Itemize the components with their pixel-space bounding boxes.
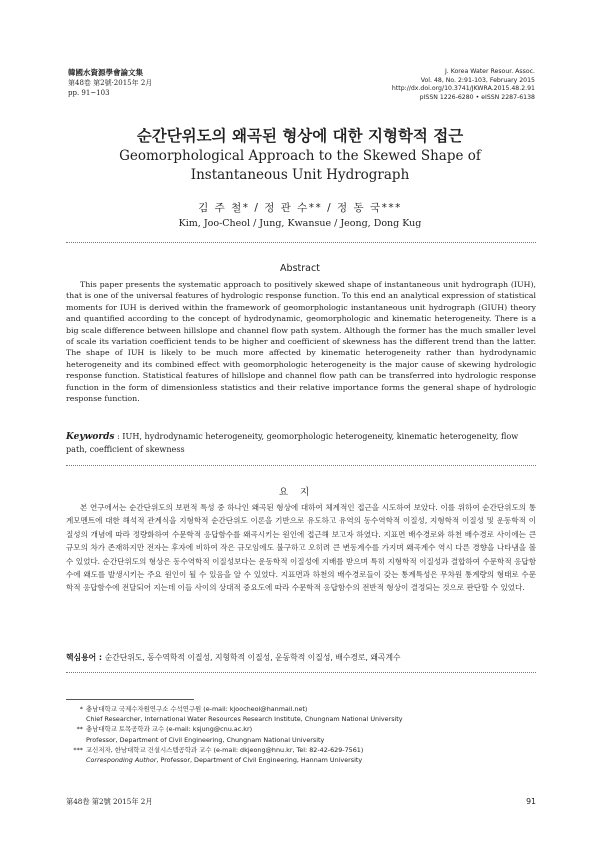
divider-bottom — [66, 672, 536, 673]
footnote-rule — [66, 699, 194, 700]
keywords-text: : IUH, hydrodynamic heterogeneity, geomorphologic heterogeneity, kinematic heterogeneity, flow path, coefficient of skewness — [66, 431, 519, 454]
journal-info-left — [68, 68, 152, 98]
authors-english: Kim, Joo-Cheol / Jung, Kwansue / Jeong, Dong Kug — [178, 218, 422, 229]
journal-pages: pp. 91~103 — [68, 89, 110, 97]
authors-korean: 김 주 철* / 정 관 수** / 정 동 국*** — [198, 202, 402, 214]
journal-info-right — [392, 68, 535, 102]
page-number: 91 — [526, 797, 536, 806]
abstract-text: This paper presents the systematic approach to positively skewed shape of instantaneous unit hydrograph (IUH), that is one of the universal features of hydrologic response function. To this end an analytical expression of statistical moments for IUH is derived within the framework of geomorphologic instantaneous unit hydrograph (GIUH) theory and quantified according to the concept of hydrodynamic, geomorphologic and kinematic heterogeneity. There is a big scale difference between hillslope and channel flow path system. Although the former has the much smaller level of scale its variation coefficient tends to be higher and coefficient of skewness has the different trend than the latter. The shape of IUH is likely to be much more affected by kinematic heterogeneity rather than hydrodynamic heterogeneity and its combined effect with geomorphologic heterogeneity is the major cause of skewing hydrologic response function. Statistical features of hillslope and channel flow path can be transferred into hydrologic response function in the form of dimensionless statistics and their relative importance forms the general shape of hydrologic response function. — [66, 280, 536, 404]
korean-keywords-label: 핵심용어 : — [66, 653, 105, 662]
keywords — [66, 431, 536, 456]
abstract-heading: Abstract — [280, 263, 320, 274]
footnotes — [66, 704, 536, 765]
footnote-3-ko: *** 교신저자, 한남대학교 건설시스템공학과 교수 (e-mail: dkjeong@hnu.kr, Tel: 82-42-629-7561) — [73, 745, 364, 754]
summary-text: 본 연구에서는 순간단위도의 보편적 특성 중 하나인 왜곡된 형상에 대하여 체계적인 접근을 시도하여 보았다. 이를 위하여 순간단위도의 통계모멘트에 대한 해석적 관계식을 지형학적 순간단위도 이론을 기반으로 유도하고 유역의 동수역학적 이질성, 지형학적 이질성 및 운동학적 이질성의 개념에 따라 정량화하여 수문학적 응답함수를 왜곡시키는 원인에 접근해 보고자 하였다. 지표면 배수경로와 하천 배수경로 사이에는 큰 규모의 차가 존재하지만 전자는 후자에 비하여 작은 규모임에도 불구하고 오히려 큰 변동계수를 가지며 왜곡계수 역시 다른 경향을 나타냄을 볼 수 있었다. 순간단위도의 형상은 동수역학적 이질성보다는 운동학적 이질성에 지배를 받으며 특히 지형학적 이질성과 결합하여 수문학적 응답함수에 왜도를 발생시키는 주요 원인이 될 수 있음을 알 수 있었다. 지표면과 하천의 배수경로들이 갖는 통계특성은 무차원 통계량의 형태로 수문학적 응답함수에 전달되어 지는데 이들 사이의 상대적 중요도에 따라 수문학적 응답함수의 전반적 형상이 결정되는 것으로 판단할 수 있었다. — [66, 503, 536, 593]
footer-issue: 第48卷 第2號 2015年 2月 — [66, 797, 153, 806]
summary-heading: 요지 — [278, 487, 322, 498]
abstract-body — [66, 279, 536, 404]
journal-name-ko: 韓國水資源學會論文集 — [68, 68, 143, 77]
footnote-3-en: Corresponding Author, Professor, Department of Civil Engineering, Hannam University — [86, 756, 363, 765]
journal-issn: pISSN 1226-6280 • eISSN 2287-6138 — [419, 93, 535, 101]
keywords-label: Keywords — [66, 432, 115, 442]
footnote-2-ko: ** 충남대학교 토목공학과 교수 (e-mail: ksjung@cnu.ac.kr) — [76, 725, 253, 734]
footnote-1-ko: * 충남대학교 국제수자원연구소 수석연구원 (e-mail: kjoocheol@hanmail.net) — [79, 705, 308, 713]
summary-body — [66, 501, 536, 595]
korean-keywords-text: 순간단위도, 동수역학적 이질성, 지형학적 이질성, 운동학적 이질성, 배수경로, 왜곡계수 — [104, 653, 401, 662]
journal-volume-ko: 第48卷 第2號·2015年 2月 — [68, 79, 153, 87]
divider-middle — [66, 465, 536, 466]
title-korean: 순간단위도의 왜곡된 형상에 대한 지형학적 접근 — [136, 127, 464, 145]
korean-keywords — [66, 652, 536, 663]
divider-top — [66, 242, 536, 243]
footnote-1-en: Chief Researcher, International Water Resources Research Institute, Chungnam National University — [86, 715, 403, 724]
footnote-2-en: Professor, Department of Civil Engineering, Chungnam National University — [86, 735, 325, 744]
title-english: Geomorphological Approach to the Skewed Shape of Instantaneous Unit Hydrograph — [119, 148, 481, 183]
journal-doi[interactable]: http://dx.doi.org/10.3741/JKWRA.2015.48.2.91 — [391, 85, 535, 93]
journal-volume-en: Vol. 48, No. 2:91-103, February 2015 — [420, 76, 535, 84]
journal-name-en: J. Korea Water Resour. Assoc. — [444, 68, 535, 75]
